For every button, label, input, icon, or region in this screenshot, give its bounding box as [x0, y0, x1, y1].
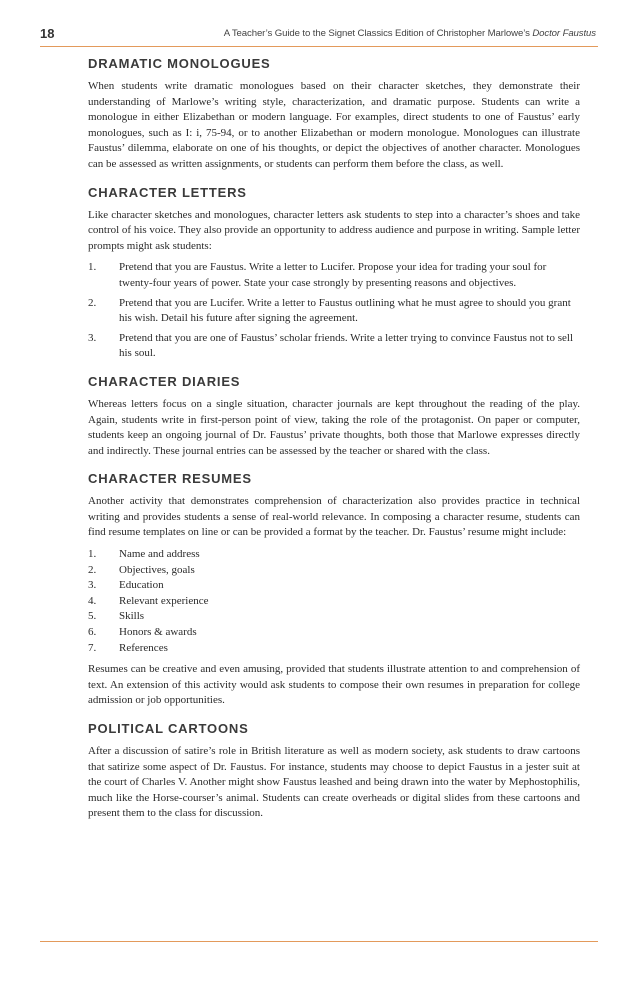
list-item	[88, 609, 580, 625]
header-rule	[40, 46, 598, 47]
paragraph: Resumes can be creative and even amusing, provided that students illustrate attention to and comprehension of text. An extension of this activity would ask students to compose their own resumes in preparation for college admission or job opportunities.	[88, 663, 580, 707]
section-heading: DRAMATIC MONOLOGUES	[88, 56, 271, 71]
list-text: Education	[119, 579, 164, 592]
list-number: 1.	[88, 261, 97, 274]
list-number: 3.	[88, 579, 97, 592]
list-number: 7.	[88, 641, 97, 654]
section-heading: CHARACTER DIARIES	[88, 373, 241, 389]
page-body	[88, 56, 580, 834]
section-character-letters	[88, 185, 580, 362]
list-number: 2.	[88, 296, 97, 309]
running-title-text: A Teacher’s Guide to the Signet Classics Edition of Christopher Marlowe’s	[223, 28, 533, 39]
section-political-cartoons	[88, 721, 580, 822]
section-heading: POLITICAL CARTOONS	[88, 721, 249, 736]
footer-rule	[40, 941, 598, 942]
list-text: Objectives, goals	[119, 563, 195, 576]
page-header	[40, 26, 598, 48]
section-character-diaries	[88, 374, 580, 459]
list-text: References	[119, 641, 168, 654]
page-number: 18	[40, 26, 55, 41]
list-text: Relevant experience	[119, 594, 209, 607]
list-item	[88, 625, 580, 641]
list-number: 6.	[88, 626, 97, 639]
list-text: Pretend that you are Faustus. Write a letter to Lucifer. Propose your idea for trading your soul for twenty-four years of power. State your case strongly by presenting reasons and objectives.	[119, 261, 547, 289]
section-dramatic-monologues	[88, 56, 580, 173]
letter-prompts-list	[88, 260, 580, 362]
section-character-resumes	[88, 471, 580, 709]
paragraph: Another activity that demonstrates comprehension of characterization also provides practice in technical writing and provides students a sense of real-world relevance. In composing a character resume, students can find resume templates on line or can be provided a format by the teacher. Dr. Faustus’ resume might include:	[88, 495, 580, 539]
list-item	[88, 578, 580, 594]
list-text: Honors & awards	[119, 626, 197, 639]
list-number: 3.	[88, 331, 97, 344]
section-heading: CHARACTER LETTERS	[88, 184, 247, 200]
list-item	[88, 547, 580, 563]
list-number: 2.	[88, 563, 97, 576]
list-item	[88, 563, 580, 579]
running-title-emphasis: Doctor Faustus	[532, 28, 596, 39]
list-text: Pretend that you are Lucifer. Write a letter to Faustus outlining what he must agree to should you grant his wish. Detail his future after signing the agreement.	[119, 296, 571, 325]
list-number: 4.	[88, 594, 97, 607]
section-heading: CHARACTER RESUMES	[88, 471, 252, 487]
paragraph: When students write dramatic monologues based on their character sketches, they demonstrate their understanding of Marlowe’s writing style, characterization, and dramatic purpose. Students can write a monologue in either Elizabethan or modern language. For examples, direct students to one of Faustus’ early monologues, such as I: i, 75-94, or to another Elizabethan or modern monologue. Monologues can illustrate Faustus’ dilemma, elaborate on one of his thoughts, or depict the objectives of another character. Monologues can be assessed as written assignments, or students can perform them before the class, as well.	[88, 80, 580, 170]
list-number: 1.	[88, 548, 97, 561]
list-item	[88, 594, 580, 610]
list-item	[88, 296, 580, 327]
paragraph: After a discussion of satire’s role in British literature as well as modern society, ask students to draw cartoons that satirize some aspect of Dr. Faustus. For instance, students may choose to depict Faustus in a jester suit at the court of Charles V. Another might show Faustus leashed and being drawn into the water by Mephostophilis, much like the Horse-courser’s animal. Students can create overheads or digital slides from these cartoons and present them to the class for discussion.	[88, 745, 580, 820]
list-text: Skills	[119, 610, 145, 623]
list-text: Name and address	[119, 548, 200, 561]
resume-items-list	[88, 547, 580, 656]
list-number: 5.	[88, 610, 97, 623]
list-text: Pretend that you are one of Faustus’ scholar friends. Write a letter trying to convince Faustus not to sell his soul.	[119, 331, 574, 360]
paragraph: Whereas letters focus on a single situation, character journals are kept throughout the reading of the play. Again, students write in first-person point of view, taking the role of the protagonist. On paper or computer, students keep an ongoing journal of Dr. Faustus’ private thoughts, both those that Marlowe expresses directly and indirectly. These journal entries can be assessed by the teacher or shared with the class.	[88, 397, 580, 457]
list-item	[88, 641, 580, 657]
list-item	[88, 331, 580, 362]
paragraph: Like character sketches and monologues, character letters ask students to step into a character’s shoes and take control of his voice. They also provide an opportunity to address audience and purpose in writing. Sample letter prompts might ask students:	[88, 208, 580, 252]
list-item	[88, 260, 580, 291]
running-title	[224, 28, 596, 39]
